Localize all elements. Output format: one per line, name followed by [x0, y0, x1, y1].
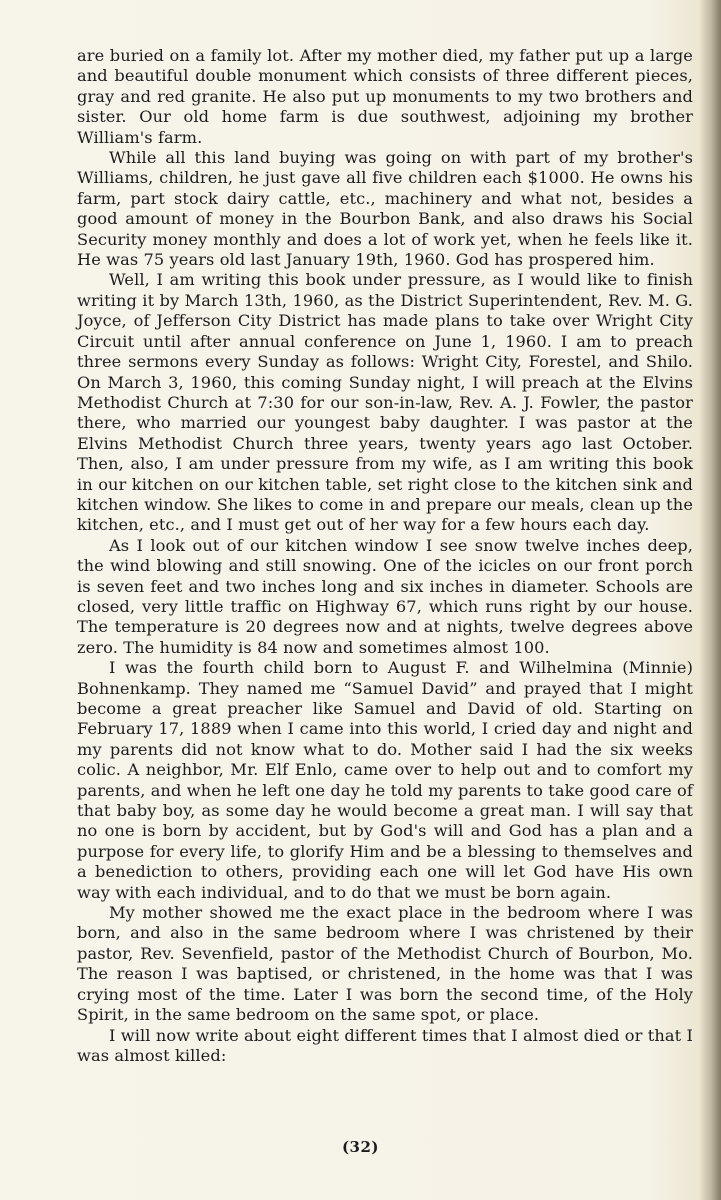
paragraph: While all this land buying was going on with part of my brother's Williams, children, he just gave all five children each $1000. He owns his farm, part stock dairy cattle, etc., machinery and what not, besides a good amount of money in the Bourbon Bank, and also draws his Social Security money monthly and does a lot of work yet, when he feels like it. He was 75 years old last January 19th, 1960. God has prospered him. [77, 148, 693, 270]
paragraph: Well, I am writing this book under pressure, as I would like to finish writing it by March 13th, 1960, as the District Superintendent, Rev. M. G. Joyce, of Jefferson City District has made plans to take over Wright City Circuit until after annual conference on June 1, 1960. I am to preach three sermons every Sunday as follows: Wright City, Forestel, and Shilo. On March 3, 1960, this coming Sunday night, I will preach at the Elvins Methodist Church at 7:30 for our son-in-law, Rev. A. J. Fowler, the pastor there, who married our youngest baby daughter. I was pastor at the Elvins Methodist Church three years, twenty years ago last October. Then, also, I am under pressure from my wife, as I am writing this book in our kitchen on our kitchen table, set right close to the kitchen sink and kitchen window. She likes to come in and prepare our meals, clean up the kitchen, etc., and I must get out of her way for a few hours each day. [77, 270, 693, 535]
paragraph: I will now write about eight different times that I almost died or that I was almost killed: [77, 1025, 693, 1065]
body-text [77, 46, 693, 1066]
paragraph: I was the fourth child born to August F. and Wilhelmina (Minnie) Bohnenkamp. They named me “Samuel David” and prayed that I might become a great preacher like Samuel and David of old. Starting on February 17, 1889 when I came into this world, I cried day and night and my parents did not know what to do. Mother said I had the six weeks colic. A neighbor, Mr. Elf Enlo, came over to help out and to comfort my parents, and when he left one day he told my parents to take good care of that baby boy, as some day he would become a great man. I will say that no one is born by accident, but by God's will and God has a plan and a purpose for every life, to glorify Him and be a blessing to themselves and a benediction to others, providing each one will let God have His own way with each individual, and to do that we must be born again. [77, 658, 693, 902]
paragraph: are buried on a family lot. After my mother died, my father put up a large and beautiful double monument which consists of three different pieces, gray and red granite. He also put up monuments to my two brothers and sister. Our old home farm is due southwest, adjoining my brother William's farm. [77, 46, 693, 147]
paragraph: My mother showed me the exact place in the bedroom where I was born, and also in the same bedroom where I was christened by their pastor, Rev. Sevenfield, pastor of the Methodist Church of Bourbon, Mo. The reason I was baptised, or christened, in the home was that I was crying most of the time. Later I was born the second time, of the Holy Spirit, in the same bedroom on the same spot, or place. [77, 903, 693, 1025]
paragraph: As I look out of our kitchen window I see snow twelve inches deep, the wind blowing and still snowing. One of the icicles on our front porch is seven feet and two inches long and six inches in diameter. Schools are closed, very little traffic on Highway 67, which runs right by our house. The temperature is 20 degrees now and at nights, twelve degrees above zero. The humidity is 84 now and sometimes almost 100. [77, 535, 693, 657]
binding-shadow [699, 0, 721, 1200]
page-number: (32) [341, 1138, 380, 1156]
